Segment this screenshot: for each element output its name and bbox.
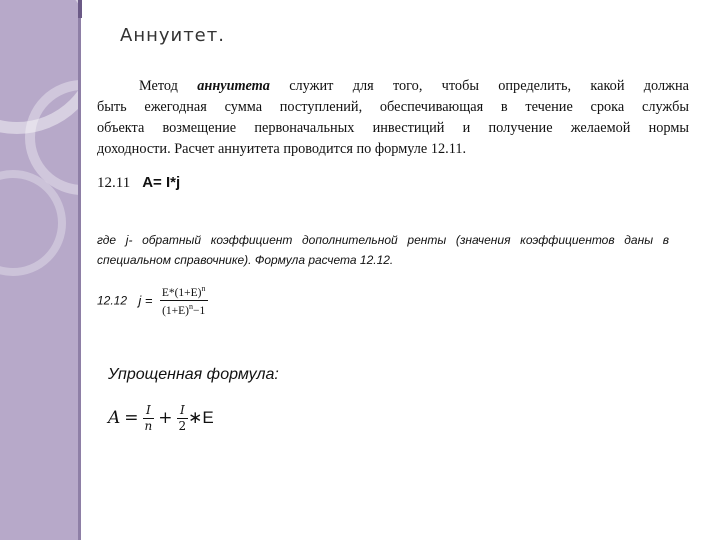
fraction-denominator: $(1+E)^n-1$ bbox=[162, 301, 206, 317]
fraction-numerator: $E*(1+E)^n$ bbox=[161, 284, 206, 299]
paragraph-line: Метод аннуитета служит для того, чтобы определить, какой должна bbox=[139, 78, 689, 94]
paragraph-line: доходности. Расчет аннуитета проводится по формуле 12.11. bbox=[97, 141, 467, 157]
fraction-i-over-2: $\frac{I}{2}$ bbox=[178, 403, 187, 433]
slide-title: Аннуитет. bbox=[120, 25, 225, 46]
formula-label: 12.11 bbox=[97, 175, 131, 191]
formula-equation: A= I*j bbox=[142, 174, 181, 191]
equals-sign: = bbox=[124, 408, 139, 428]
emphasized-term: аннуитета bbox=[197, 78, 270, 94]
note-line: специальном справочнике). Формула расчета 12.12. bbox=[97, 253, 394, 267]
formula-lhs: A bbox=[108, 408, 121, 428]
formula-12-12 bbox=[97, 284, 208, 317]
formula-tail: ∗E bbox=[188, 408, 214, 427]
formula-12-11 bbox=[97, 174, 180, 192]
formula-label: 12.12 bbox=[97, 293, 128, 308]
plus-sign: + bbox=[158, 408, 173, 428]
top-accent-mark bbox=[78, 0, 82, 18]
note-line: где j- обратный коэффициент дополнительной ренты (значения коэффициентов даны в bbox=[97, 233, 669, 247]
simplified-formula bbox=[108, 403, 214, 434]
fraction-i-over-n: $\frac{I}{n}$ bbox=[144, 403, 153, 433]
annuity-description bbox=[97, 76, 689, 160]
simplified-formula-caption: Упрощенная формула: bbox=[108, 366, 279, 383]
sidebar-divider bbox=[78, 0, 81, 540]
formula-lhs: j = bbox=[138, 292, 153, 308]
paragraph-line: объекта возмещение первоначальных инвестиций и получение желаемой нормы bbox=[97, 120, 689, 136]
paragraph-line: быть ежегодная сумма поступлений, обеспечивающая в течение срока службы bbox=[97, 99, 689, 115]
decorative-sidebar bbox=[0, 0, 78, 540]
formula-fraction bbox=[160, 284, 208, 317]
coefficient-note bbox=[97, 230, 669, 270]
